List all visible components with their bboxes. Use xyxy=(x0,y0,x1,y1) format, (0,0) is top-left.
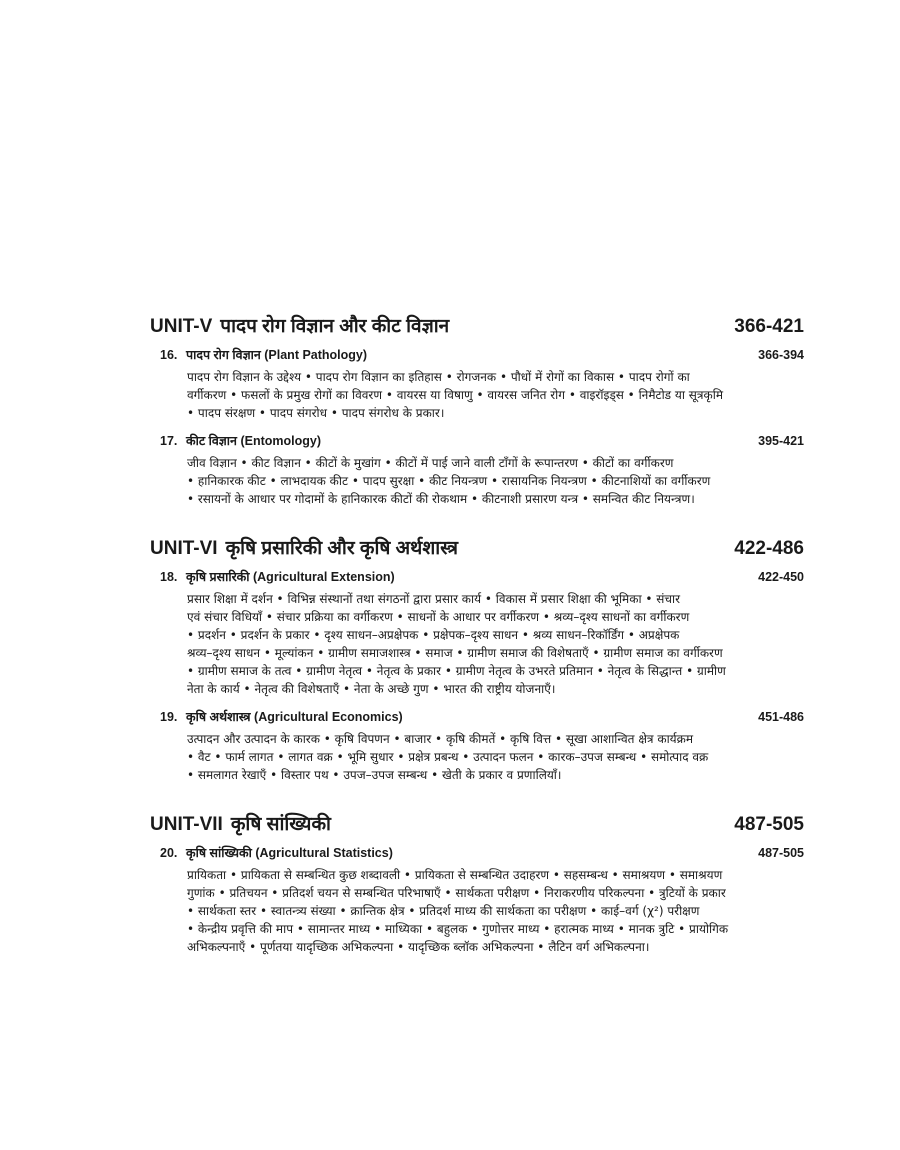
chapter-header xyxy=(150,568,804,588)
unit-title xyxy=(150,312,449,338)
chapter-number: 18. xyxy=(160,570,178,584)
topic-line: • रसायनों के आधार पर गोदामों के हानिकारक कीटों की रोकथाम • कीटनाशी प्रसारण यन्त्र • समन्वित कीट नियन्त्रण। xyxy=(187,492,695,506)
chapter-entry xyxy=(150,708,804,784)
unit-title xyxy=(150,534,458,560)
unit-page-range: 422-486 xyxy=(734,538,804,559)
topic-line: • हानिकारक कीट • लाभदायक कीट • पादप सुरक्षा • कीट नियन्त्रण • रासायनिक नियन्त्रण • कीटनाशियों का वर्गीकरण xyxy=(187,474,711,488)
topic-line: पादप रोग विज्ञान के उद्देश्य • पादप रोग विज्ञान का इतिहास • रोगजनक • पौधों में रोगों का विकास • पादप रोगों का xyxy=(187,370,690,384)
topic-line: जीव विज्ञान • कीट विज्ञान • कीटों के मुखांग • कीटों में पाई जाने वाली टाँगों के रूपान्तरण • कीटों का वर्गीकरण xyxy=(187,456,674,470)
chapter-topics xyxy=(150,454,804,508)
unit-page-range: 487-505 xyxy=(734,814,804,835)
unit-title xyxy=(150,810,331,836)
chapter-entry xyxy=(150,568,804,698)
topic-line: • सार्थकता स्तर • स्वातन्त्र्य संख्या • क्रान्तिक क्षेत्र • प्रतिदर्श माध्य की सार्थकता का परीक्षण • काई–वर्ग (χ²) परीक्षण xyxy=(187,904,700,918)
chapter-number: 20. xyxy=(160,846,178,860)
chapter-name: कृषि अर्थशास्त्र (Agricultural Economics) xyxy=(186,710,403,724)
unit-tag: UNIT-VI xyxy=(150,538,218,559)
chapter-page-range: 451-486 xyxy=(758,710,804,724)
chapter-entry xyxy=(150,432,804,508)
chapter-number: 19. xyxy=(160,710,178,724)
chapter-header xyxy=(150,708,804,728)
topic-line: एवं संचार विधियाँ • संचार प्रक्रिया का वर्गीकरण • साधनों के आधार पर वर्गीकरण • श्रव्य–दृश्य साधनों का वर्गीकरण xyxy=(187,610,690,624)
chapter-name: कृषि सांख्यिकी (Agricultural Statistics) xyxy=(186,846,393,860)
chapter-name: कृषि प्रसारिकी (Agricultural Extension) xyxy=(186,570,395,584)
unit-tag: UNIT-V xyxy=(150,316,213,337)
unit-tag: UNIT-VII xyxy=(150,814,223,835)
chapter-header xyxy=(150,432,804,452)
chapter-name: पादप रोग विज्ञान (Plant Pathology) xyxy=(186,348,368,362)
chapter-header xyxy=(150,844,804,864)
topic-line: • समलागत रेखाएँ • विस्तार पथ • उपज–उपज सम्बन्ध • खेती के प्रकार व प्रणालियाँ। xyxy=(187,768,562,782)
topic-line: प्रसार शिक्षा में दर्शन • विभिन्न संस्थानों तथा संगठनों द्वारा प्रसार कार्य • विकास में प्रसार शिक्षा की भूमिका • संचार xyxy=(187,592,681,606)
chapter-page-range: 422-450 xyxy=(758,570,804,584)
topic-line: • वैट • फार्म लागत • लागत वक्र • भूमि सुधार • प्रक्षेत्र प्रबन्ध • उत्पादन फलन • कारक–उपज सम्बन्ध • समोत्पाद वक्र xyxy=(187,750,709,764)
topic-line: वर्गीकरण • फसलों के प्रमुख रोगों का विवरण • वायरस या विषाणु • वायरस जनित रोग • वाइरॉइड्स • निमैटोड या सूत्रकृमि xyxy=(187,388,724,402)
unit-header xyxy=(150,534,804,564)
chapter-topics xyxy=(150,730,804,784)
chapter-title xyxy=(150,346,367,363)
table-of-contents xyxy=(150,312,804,982)
chapter-page-range: 487-505 xyxy=(758,846,804,860)
unit-section xyxy=(150,312,804,508)
unit-section xyxy=(150,534,804,784)
topic-line: उत्पादन और उत्पादन के कारक • कृषि विपणन • बाजार • कृषि कीमतें • कृषि वित्त • सूखा आशान्वित क्षेत्र कार्यक्रम xyxy=(187,732,694,746)
topic-line: • ग्रामीण समाज के तत्व • ग्रामीण नेतृत्व • नेतृत्व के प्रकार • ग्रामीण नेतृत्व के उभरते प्रतिमान • नेतृत्व के सिद्धान्त • ग्रामीण xyxy=(187,664,726,678)
unit-header xyxy=(150,312,804,342)
chapter-page-range: 395-421 xyxy=(758,434,804,448)
chapter-title xyxy=(150,568,395,585)
topic-line: • पादप संरक्षण • पादप संगरोध • पादप संगरोध के प्रकार। xyxy=(187,406,445,420)
topic-line: श्रव्य–दृश्य साधन • मूल्यांकन • ग्रामीण समाजशास्त्र • समाज • ग्रामीण समाज की विशेषताएँ • ग्रामीण समाज का वर्गीकरण xyxy=(187,646,723,660)
chapter-entry xyxy=(150,844,804,956)
unit-page-range: 366-421 xyxy=(734,316,804,337)
chapter-number: 17. xyxy=(160,434,178,448)
chapter-number: 16. xyxy=(160,348,178,362)
topic-line: गुणांक • प्रतिचयन • प्रतिदर्श चयन से सम्बन्धित परिभाषाएँ • सार्थकता परीक्षण • निराकरणीय परिकल्पना • त्रुटियों के प्रकार xyxy=(187,886,726,900)
topic-line: नेता के कार्य • नेतृत्व की विशेषताएँ • नेता के अच्छे गुण • भारत की राष्ट्रीय योजनाएँ। xyxy=(187,682,556,696)
chapter-page-range: 366-394 xyxy=(758,348,804,362)
topic-line: • प्रदर्शन • प्रदर्शन के प्रकार • दृश्य साधन–अप्रक्षेपक • प्रक्षेपक–दृश्य साधन • श्रव्य साधन–रिकॉर्डिंग • अप्रक्षेपक xyxy=(187,628,680,642)
chapter-entry xyxy=(150,346,804,422)
topic-line: प्रायिकता • प्रायिकता से सम्बन्धित कुछ शब्दावली • प्रायिकता से सम्बन्धित उदाहरण • सहसम्बन्ध • समाश्रयण • समाश्रयण xyxy=(187,868,723,882)
unit-header xyxy=(150,810,804,840)
chapter-topics xyxy=(150,368,804,422)
chapter-name: कीट विज्ञान (Entomology) xyxy=(186,434,322,448)
chapter-topics xyxy=(150,590,804,698)
chapter-title xyxy=(150,432,321,449)
unit-name: पादप रोग विज्ञान और कीट विज्ञान xyxy=(220,316,450,337)
chapter-topics xyxy=(150,866,804,956)
unit-name: कृषि सांख्यिकी xyxy=(230,814,331,835)
chapter-header xyxy=(150,346,804,366)
unit-section xyxy=(150,810,804,956)
chapter-title xyxy=(150,844,393,861)
topic-line: • केन्द्रीय प्रवृत्ति की माप • सामान्तर माध्य • माध्यिका • बहुलक • गुणोत्तर माध्य • हरात्मक माध्य • मानक त्रुटि • प्रायोगिक xyxy=(187,922,729,936)
chapter-title xyxy=(150,708,403,725)
unit-name: कृषि प्रसारिकी और कृषि अर्थशास्त्र xyxy=(225,538,459,559)
topic-line: अभिकल्पनाएँ • पूर्णतया यादृच्छिक अभिकल्पना • यादृच्छिक ब्लॉक अभिकल्पना • लैटिन वर्ग अभिकल्पना। xyxy=(187,940,650,954)
